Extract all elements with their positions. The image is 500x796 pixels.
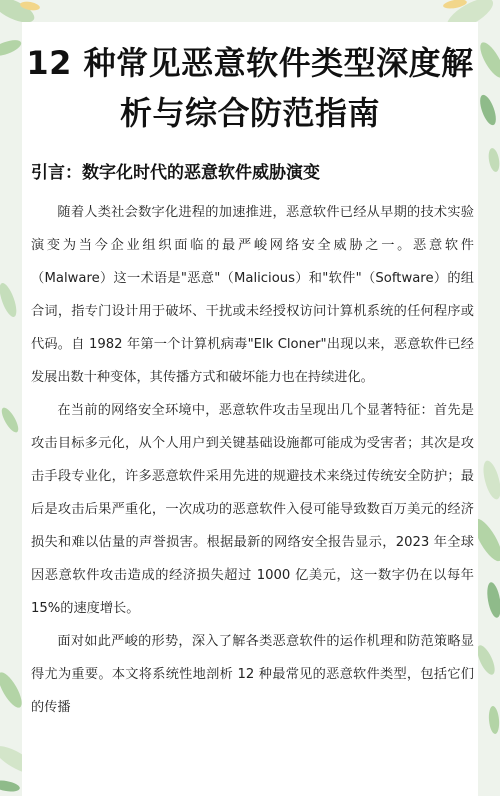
- paragraph-1: 随着人类社会数字化进程的加速推进，恶意软件已经从早期的技术实验演变为当今企业组织面临的最严峻网络安全威胁之一。恶意软件（Malware）这一术语是"恶意"（Malicious）和"软件"（Software）的组合词，指专门设计用于破坏、干扰或未经授权访问计算机系统的任何程序或代码。自 1982 年第一个计算机病毒"Elk Cloner"出现以来，恶意软件已经发展出数十种变体，其传播方式和破坏能力也在持续进化。: [31, 205, 474, 385]
- title-line-2: 析与综合防范指南: [119, 94, 380, 132]
- document-title: [22, 38, 478, 138]
- paragraph-3: 面对如此严峻的形势，深入了解各类恶意软件的运作机理和防范策略显得尤为重要。本文将系统性地剖析 12 种最常见的恶意软件类型，包括它们的传播: [31, 634, 474, 715]
- document-page: [22, 22, 478, 796]
- title-line-1: 12 种常见恶意软件类型深度解: [26, 44, 474, 82]
- leaf-cluster-left: [0, 281, 21, 435]
- section-heading: 引言：数字化时代的恶意软件威胁演变: [31, 163, 320, 183]
- paragraph-2: 在当前的网络安全环境中，恶意软件攻击呈现出几个显著特征：首先是攻击目标多元化，从个人用户到关键基础设施都可能成为受害者；其次是攻击手段专业化，许多恶意软件采用先进的规避技术来绕过传统安全防护；最后是攻击后果严重化，一次成功的恶意软件入侵可能导致数百万美元的经济损失和难以估量的声誉损害。根据最新的网络安全报告显示，2023 年全球因恶意软件攻击造成的经济损失超过 1000 亿美元，这一数字仍在以每年 15%的速度增长。: [31, 403, 474, 616]
